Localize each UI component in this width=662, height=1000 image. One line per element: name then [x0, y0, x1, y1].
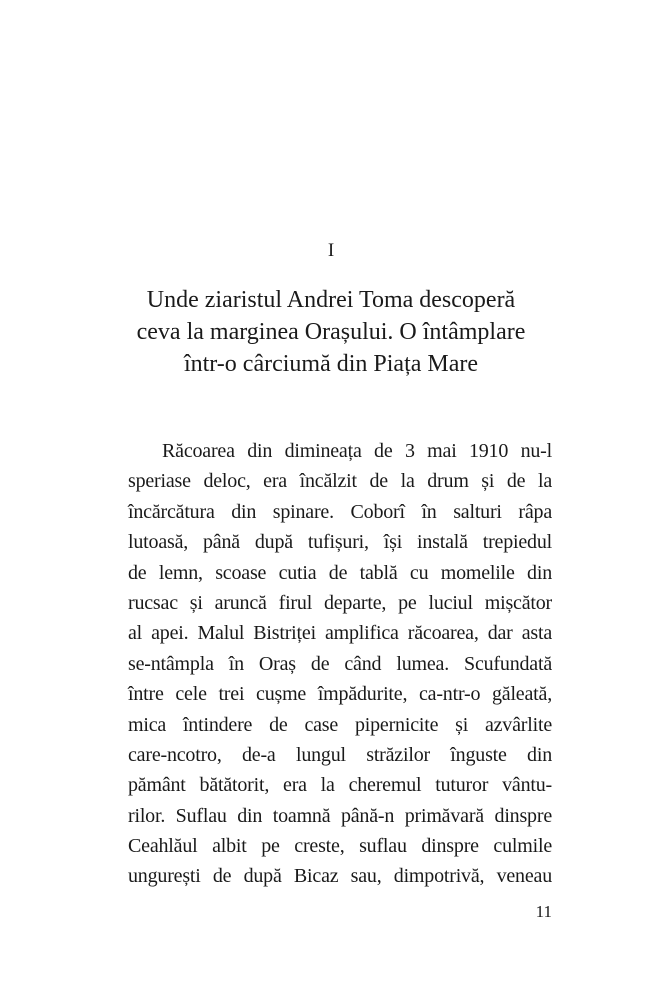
text-line: pământ bătătorit, era la cheremul tuturor vântu-: [128, 774, 552, 797]
chapter-number: I: [327, 240, 335, 261]
page-number: 11: [535, 902, 552, 921]
text-line: între cele trei cușme împădurite, ca-ntr-o găleată,: [128, 683, 552, 706]
text-line: de lemn, scoase cutia de tablă cu momelile din: [128, 561, 552, 584]
text-line: care-ncotro, de-a lungul străzilor înguste din: [128, 743, 552, 766]
text-line: rilor. Suflau din toamnă până-n primăvară dinspre: [128, 804, 552, 827]
text-line: ungurești de după Bicaz sau, dimpotrivă, veneau: [128, 865, 552, 888]
text-line: lutoasă, până după tufișuri, își instală trepiedul: [128, 531, 552, 554]
chapter-title-line: Unde ziaristul Andrei Toma descoperă: [146, 287, 516, 313]
text-line: Ceahlăul albit pe creste, suflau dinspre culmile: [128, 835, 552, 858]
chapter-title: [0, 284, 662, 380]
chapter-title-line: ceva la marginea Orașului. O întâmplare: [136, 319, 526, 345]
text-line: Răcoarea din dimineața de 3 mai 1910 nu-l: [162, 440, 552, 462]
text-line: mica întindere de case pipernicite și azvârlite: [128, 713, 552, 736]
text-line: încărcătura din spinare. Coborî în salturi râpa: [128, 500, 552, 523]
text-line: al apei. Malul Bistriței amplifica răcoarea, dar asta: [128, 622, 552, 645]
text-line: speriase deloc, era încălzit de la drum și de la: [128, 470, 552, 493]
chapter-title-line: într-o cârciumă din Piața Mare: [183, 351, 479, 377]
body-paragraph: [128, 436, 552, 892]
text-line: rucsac și aruncă firul departe, pe luciul mișcător: [128, 591, 552, 614]
text-line: se-ntâmpla în Oraș de când lumea. Scufundată: [128, 652, 552, 675]
